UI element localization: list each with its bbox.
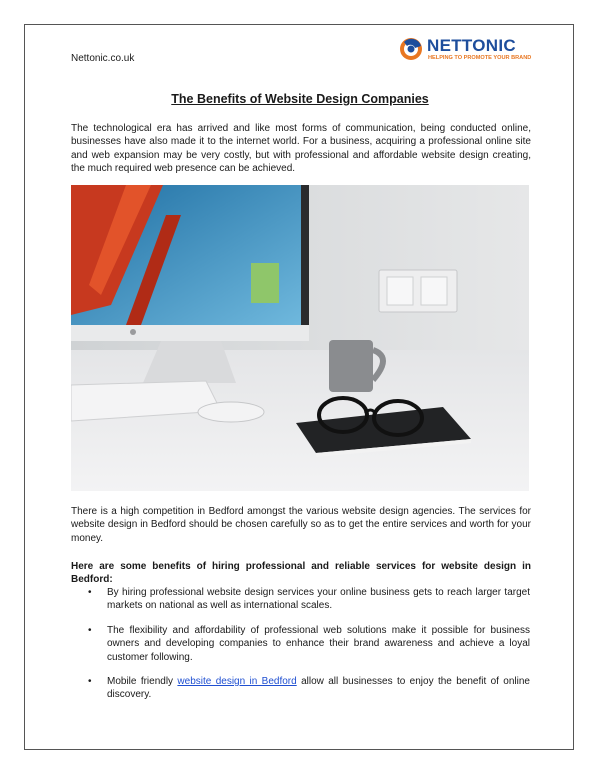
bullet-icon: • bbox=[88, 676, 92, 688]
list-item-suffix: allow all businesses to enjoy the benefit of online discovery. bbox=[107, 676, 530, 701]
desk-workspace-photo bbox=[71, 185, 529, 491]
logo-tagline: HELPING TO PROMOTE YOUR BRAND bbox=[428, 55, 532, 61]
list-item-prefix: Mobile friendly bbox=[107, 676, 178, 688]
list-item-text: By hiring professional website design services your online business gets to reach larger target markets on national as well as international scales. bbox=[107, 587, 530, 612]
list-item bbox=[88, 586, 530, 613]
website-design-bedford-link[interactable]: website design in Bedford bbox=[177, 676, 297, 688]
page-title: The Benefits of Website Design Companies bbox=[171, 92, 429, 106]
bullet-icon: • bbox=[88, 587, 92, 598]
intro-paragraph: The technological era has arrived and like most forms of communication, being conducted online, businesses have also made it to the internet world. For a business, acquiring a professional online site and web expansion may be very costly, but with professional and affordable website design creating, the much required web presence can be achieved. bbox=[71, 123, 531, 175]
site-name: Nettonic.co.uk bbox=[71, 53, 135, 64]
list-item bbox=[88, 675, 530, 702]
logo-wordmark: NETTONIC bbox=[427, 36, 516, 55]
list-item bbox=[88, 624, 530, 664]
logo-swirl-icon bbox=[397, 34, 427, 64]
benefits-heading: Here are some benefits of hiring professional and reliable services for website design in Bedford: bbox=[71, 561, 531, 586]
benefits-list bbox=[88, 586, 530, 713]
list-item-text: The flexibility and affordability of professional web solutions make it possible for business owners and developing companies to enhance their brand awareness and achieve a loyal customer following. bbox=[107, 624, 530, 663]
bullet-icon: • bbox=[88, 624, 92, 636]
competition-paragraph: There is a high competition in Bedford amongst the various website design agencies. The services for website design in Bedford should be chosen carefully so as to get the entire services and worth for your money. bbox=[71, 506, 531, 544]
nettonic-logo[interactable] bbox=[397, 34, 532, 64]
